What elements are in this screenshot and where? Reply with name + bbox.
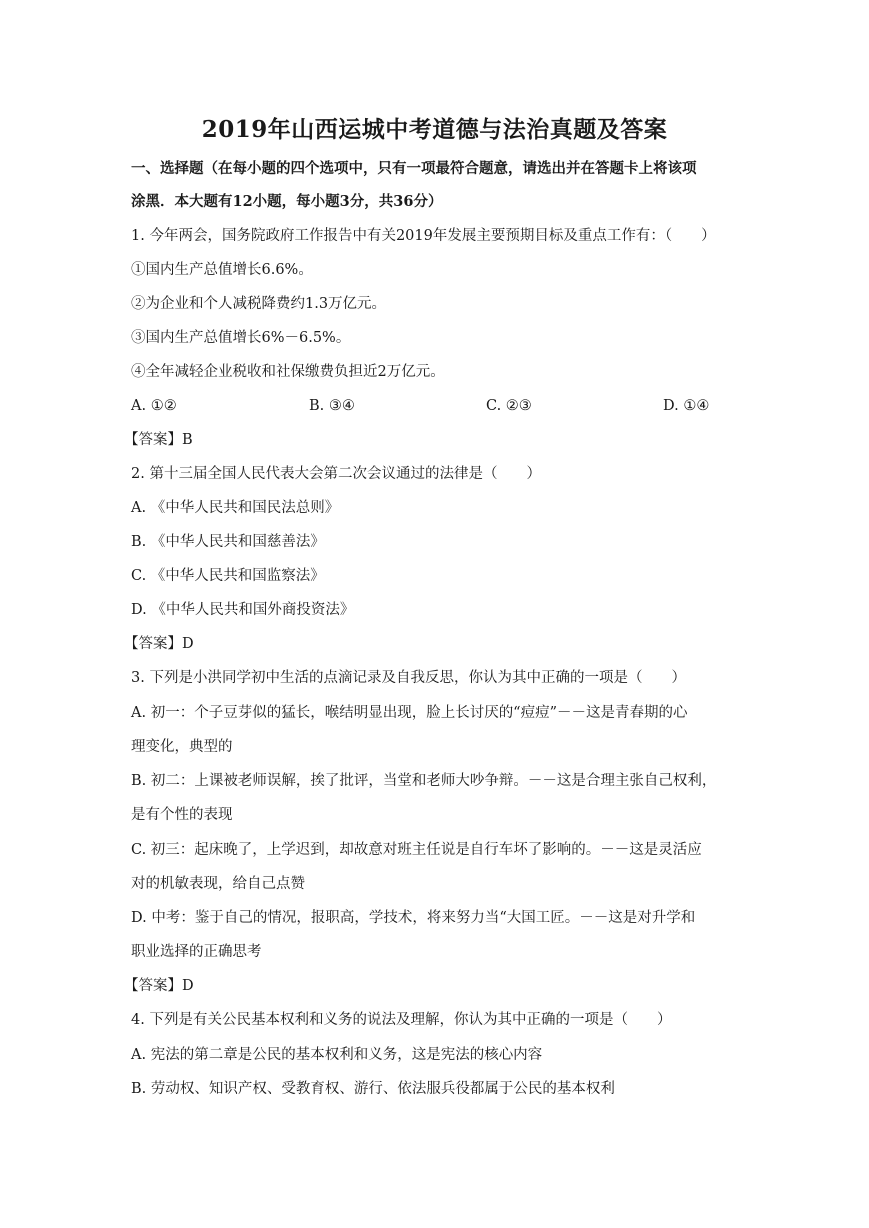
q3-option-d-line-1: D. 中考：鉴于自己的情况，报职高，学技术，将来努力当“大国工匠。－－这是对升学和 <box>131 910 696 926</box>
q3-answer: 【答案】D <box>124 978 194 994</box>
q2-option-c: C. 《中华人民共和国监察法》 <box>131 568 325 584</box>
q2-stem: 2. 第十三届全国人民代表大会第二次会议通过的法律是（ ） <box>131 466 541 482</box>
q3-option-a-line-1: A. 初一：个子豆芽似的猛长，喉结明显出现，脸上长讨厌的“痘痘”－－这是青春期的心 <box>131 705 688 721</box>
q1-option-a: A. ①② <box>131 398 177 414</box>
q4-stem: 4. 下列是有关公民基本权利和义务的说法及理解，你认为其中正确的一项是（ ） <box>131 1012 672 1028</box>
q3-option-c-line-2: 对的机敏表现，给自己点赞 <box>131 876 305 892</box>
q2-option-d: D. 《中华人民共和国外商投资法》 <box>131 602 355 618</box>
q2-option-a: A. 《中华人民共和国民法总则》 <box>131 500 340 516</box>
section-header-line-2: 涂黑．本大题有12小题，每小题3分，共36分） <box>131 193 443 210</box>
q1-answer: 【答案】B <box>124 432 193 448</box>
q3-option-d-line-2: 职业选择的正确思考 <box>131 944 262 960</box>
q1-option-b: B. ③④ <box>309 398 355 414</box>
q1-item-2: ②为企业和个人减税降费约1.3万亿元。 <box>131 296 387 312</box>
q3-option-b-line-2: 是有个性的表现 <box>131 807 233 823</box>
q1-item-4: ④全年减轻企业税收和社保缴费负担近2万亿元。 <box>131 364 445 380</box>
section-header-line-1: 一、选择题（在每小题的四个选项中，只有一项最符合题意，请选出并在答题卡上将该项 <box>131 160 697 177</box>
q2-answer: 【答案】D <box>124 636 194 652</box>
q3-option-b-line-1: B. 初二：上课被老师误解，挨了批评，当堂和老师大吵争辩。－－这是合理主张自己权利， <box>131 773 717 789</box>
q1-option-c: C. ②③ <box>486 398 532 414</box>
q4-option-a: A. 宪法的第二章是公民的基本权利和义务，这是宪法的核心内容 <box>131 1047 543 1063</box>
q3-option-c-line-1: C. 初三：起床晚了，上学迟到，却故意对班主任说是自行车坏了影响的。－－这是灵活应 <box>131 842 702 858</box>
q4-option-b: B. 劳动权、知识产权、受教育权、游行、依法服兵役都属于公民的基本权利 <box>131 1081 615 1097</box>
q3-stem: 3. 下列是小洪同学初中生活的点滴记录及自我反思，你认为其中正确的一项是（ ） <box>131 670 686 686</box>
q1-stem: 1. 今年两会，国务院政府工作报告中有关2019年发展主要预期目标及重点工作有：（ ） <box>131 228 716 244</box>
document-title: 2019年山西运城中考道德与法治真题及答案 <box>201 116 668 143</box>
q3-option-a-line-2: 理变化，典型的 <box>131 739 233 755</box>
q1-item-3: ③国内生产总值增长6%－6.5%。 <box>131 330 351 346</box>
q1-item-1: ①国内生产总值增长6.6%。 <box>131 262 313 278</box>
q1-option-d: D. ①④ <box>663 398 710 414</box>
q2-option-b: B. 《中华人民共和国慈善法》 <box>131 534 325 550</box>
